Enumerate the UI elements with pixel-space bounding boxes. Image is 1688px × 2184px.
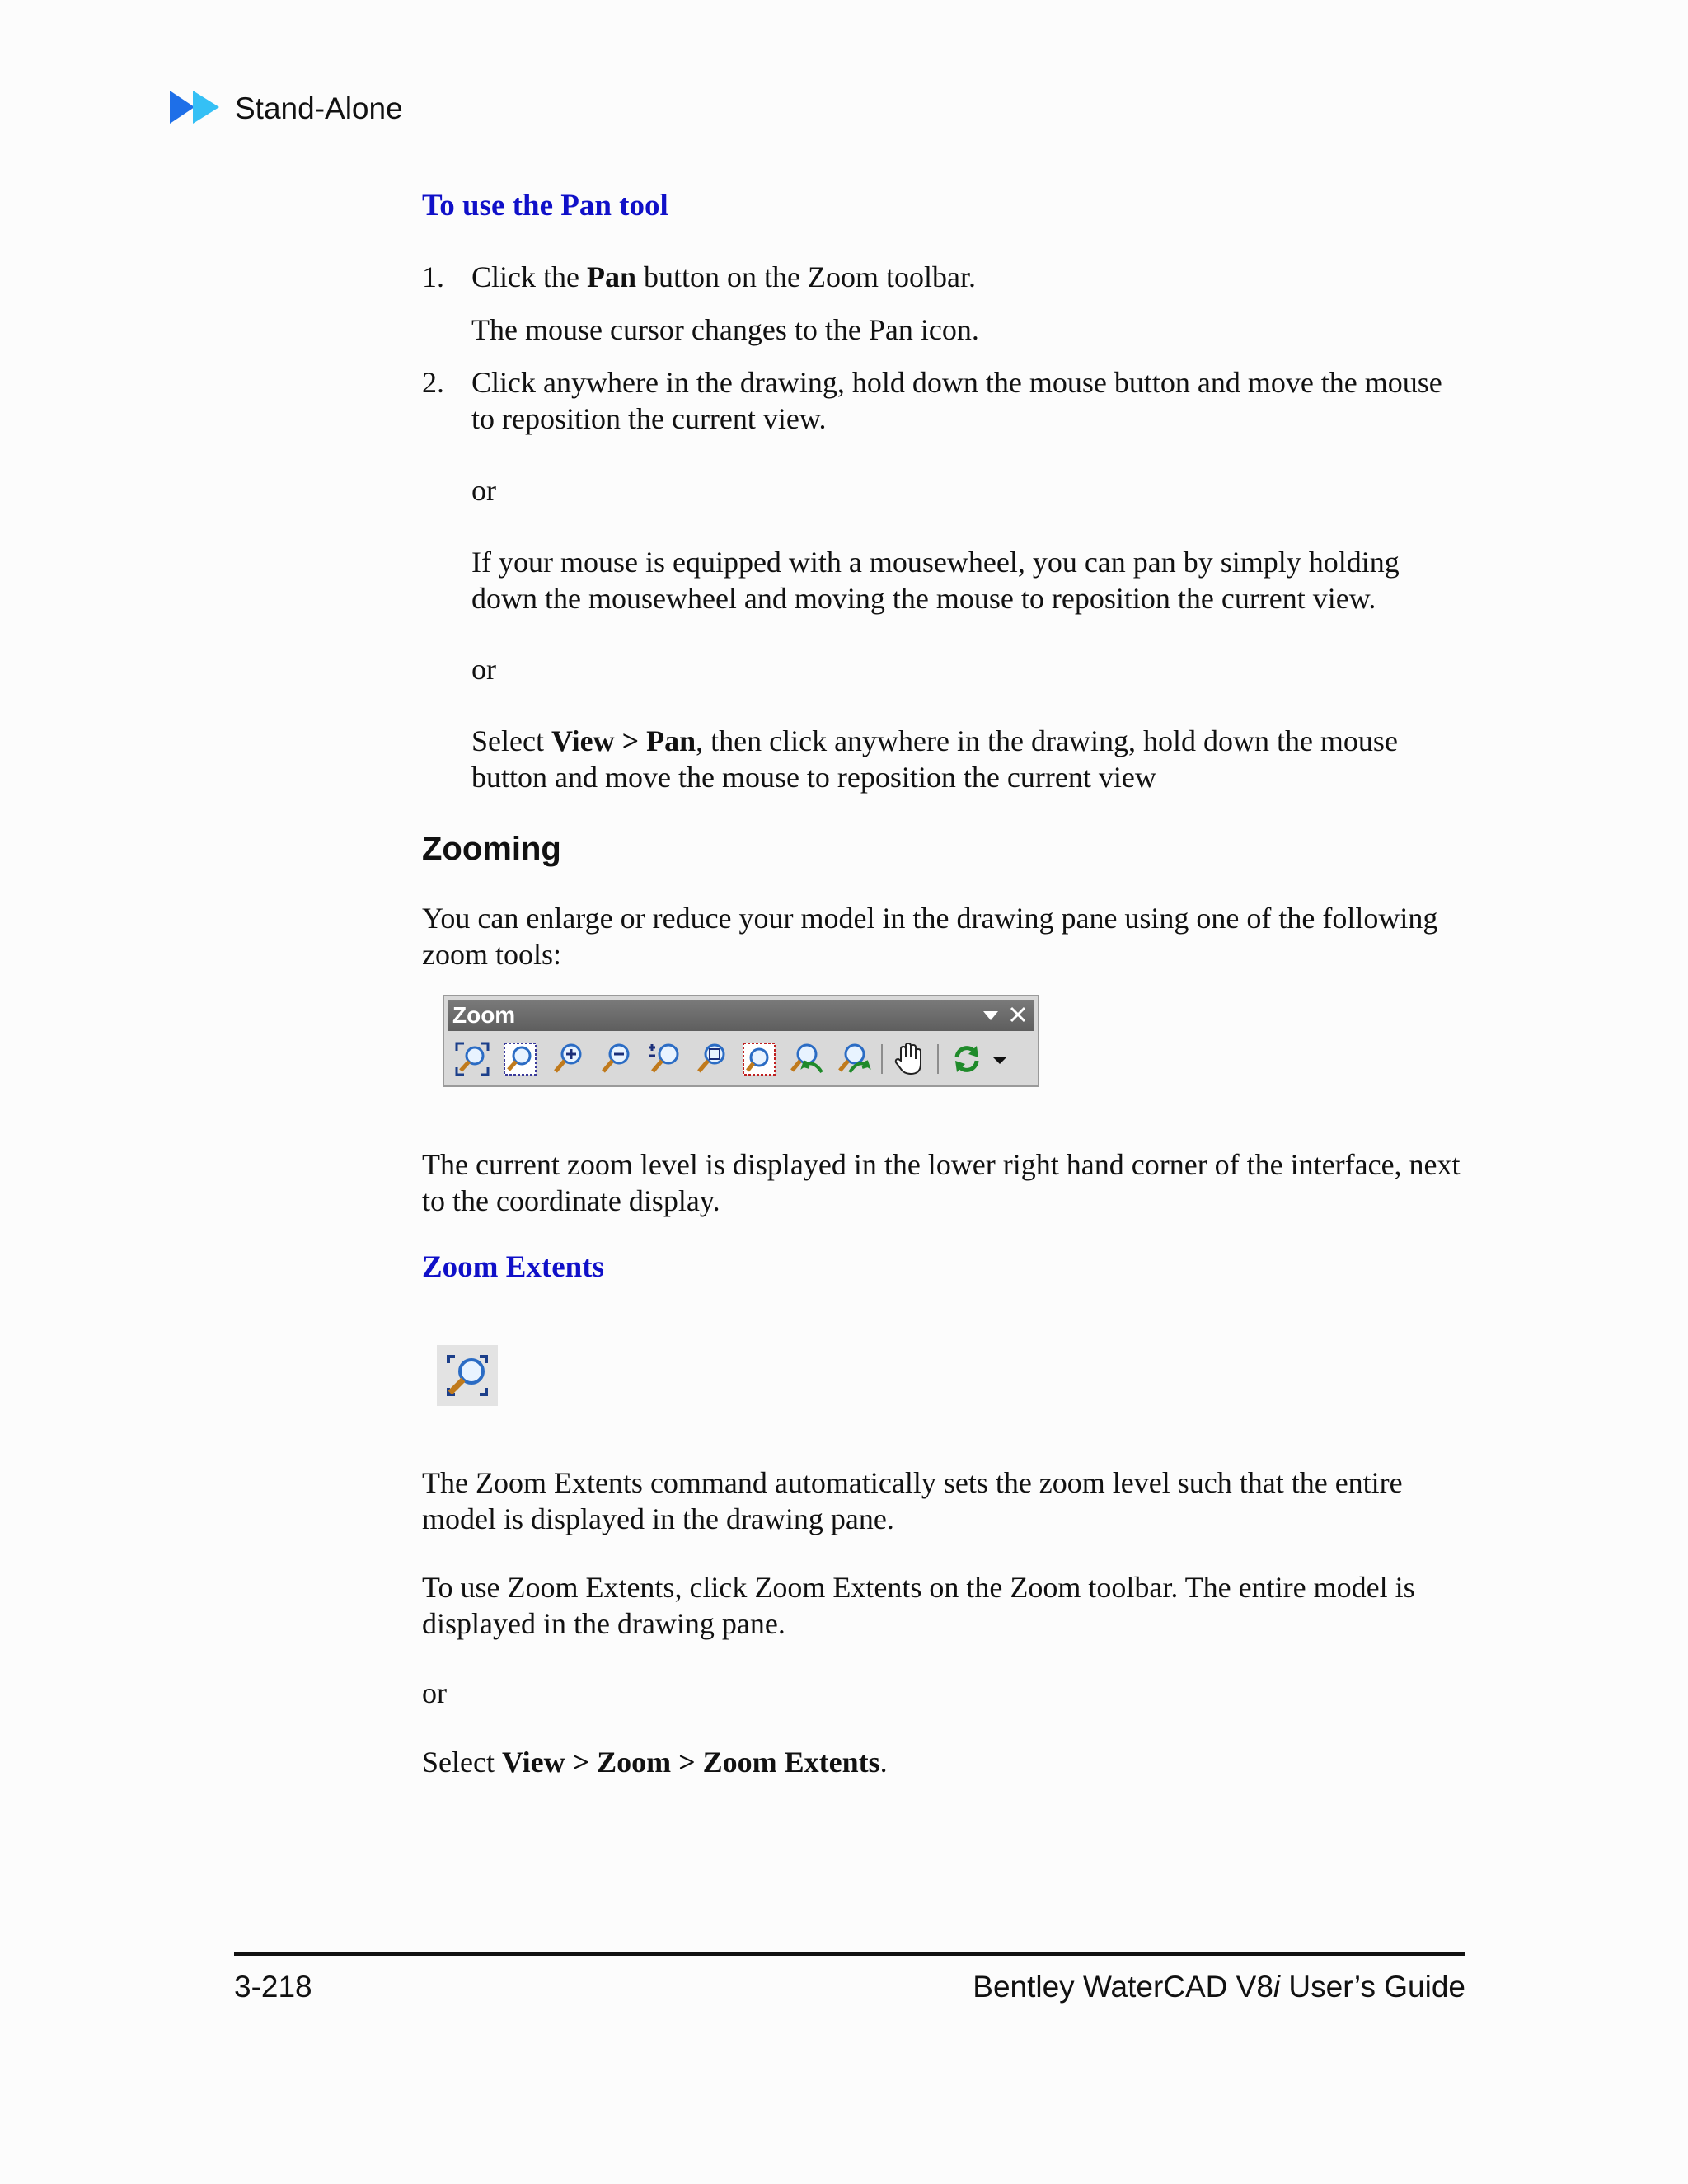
zoom-extents-icon[interactable] — [454, 1041, 490, 1077]
pan-tool-heading: To use the Pan tool — [422, 189, 668, 223]
zoom-center-icon[interactable] — [693, 1041, 729, 1077]
chevron-down-icon[interactable] — [982, 1006, 1000, 1024]
step-1-text — [471, 259, 1469, 295]
or-text: or — [471, 653, 496, 686]
zoom-toolbar-buttons — [454, 1038, 1029, 1080]
refresh-icon[interactable] — [949, 1041, 985, 1077]
pan-hand-icon[interactable] — [891, 1041, 927, 1077]
step-number: 2. — [422, 366, 444, 399]
menu-path: View > Pan — [551, 724, 696, 757]
zoom-in-icon[interactable] — [550, 1041, 586, 1077]
zoom-extents-usage: To use Zoom Extents, click Zoom Extents on the Zoom toolbar. The entire model is displayed in the drawing pane. — [422, 1571, 1415, 1640]
guide-title-pre: Bentley WaterCAD V8 — [973, 1970, 1273, 2004]
step-number: 1. — [422, 260, 444, 293]
toolbar-separator — [881, 1044, 883, 1074]
step-1-post: button on the Zoom toolbar. — [636, 260, 976, 293]
select-pre: Select — [471, 724, 551, 757]
double-chevron-right-icon — [170, 89, 224, 125]
step-1-pre: Click the — [471, 260, 587, 293]
zoom-toolbar-title: Zoom — [452, 1002, 516, 1028]
step-2-text: Click anywhere in the drawing, hold down the mouse button and move the mouse to reposition the current view. — [471, 366, 1442, 435]
zoom-realtime-icon[interactable] — [645, 1041, 682, 1077]
zoom-selection-icon[interactable] — [741, 1041, 777, 1077]
more-options-icon[interactable] — [990, 1041, 1010, 1077]
zoom-extents-description: The Zoom Extents command automatically sets the zoom level such that the entire model is displayed in the drawing pane. — [422, 1466, 1403, 1535]
select-zoom-extents-text — [422, 1744, 1469, 1780]
zoom-toolbar-titlebar — [448, 1000, 1034, 1031]
section-title: Stand-Alone — [235, 91, 403, 125]
zoom-next-icon[interactable] — [837, 1041, 873, 1077]
zoom-out-icon[interactable] — [598, 1041, 634, 1077]
zooming-intro: You can enlarge or reduce your model in the drawing pane using one of the following zoom tools: — [422, 902, 1438, 971]
select-post: . — [879, 1746, 888, 1779]
zooming-heading: Zooming — [422, 831, 561, 867]
page-number: 3-218 — [234, 1970, 312, 2004]
guide-title-italic: i — [1273, 1970, 1281, 2004]
select-view-pan-text — [471, 723, 1469, 795]
or-text: or — [422, 1676, 447, 1709]
mousewheel-text: If your mouse is equipped with a mousewheel, you can pan by simply holding down the mousewheel and moving the mouse to reposition the current view. — [471, 546, 1400, 615]
menu-path: View > Zoom > Zoom Extents — [501, 1746, 880, 1779]
or-text: or — [471, 474, 496, 507]
pan-button-ref: Pan — [586, 260, 636, 293]
zoom-extents-icon-box — [437, 1345, 498, 1406]
guide-title — [973, 1970, 1465, 2004]
zoom-level-note: The current zoom level is displayed in the lower right hand corner of the interface, next to the coordinate display. — [422, 1148, 1461, 1217]
zoom-window-icon[interactable] — [502, 1041, 538, 1077]
toolbar-separator — [937, 1044, 939, 1074]
zoom-extents-heading: Zoom Extents — [422, 1250, 604, 1284]
footer-rule — [234, 1952, 1465, 1956]
zoom-previous-icon[interactable] — [789, 1041, 825, 1077]
select-post: , then click anywhere in the drawing, hold down the mouse button and move the mouse to reposition the current view — [471, 724, 1398, 794]
select-pre: Select — [422, 1746, 502, 1779]
guide-title-post: User’s Guide — [1280, 1970, 1465, 2004]
close-icon[interactable] — [1008, 1005, 1028, 1024]
step-1-note: The mouse cursor changes to the Pan icon. — [471, 313, 979, 346]
zoom-extents-icon — [437, 1345, 498, 1406]
zoom-toolbar — [443, 995, 1039, 1087]
